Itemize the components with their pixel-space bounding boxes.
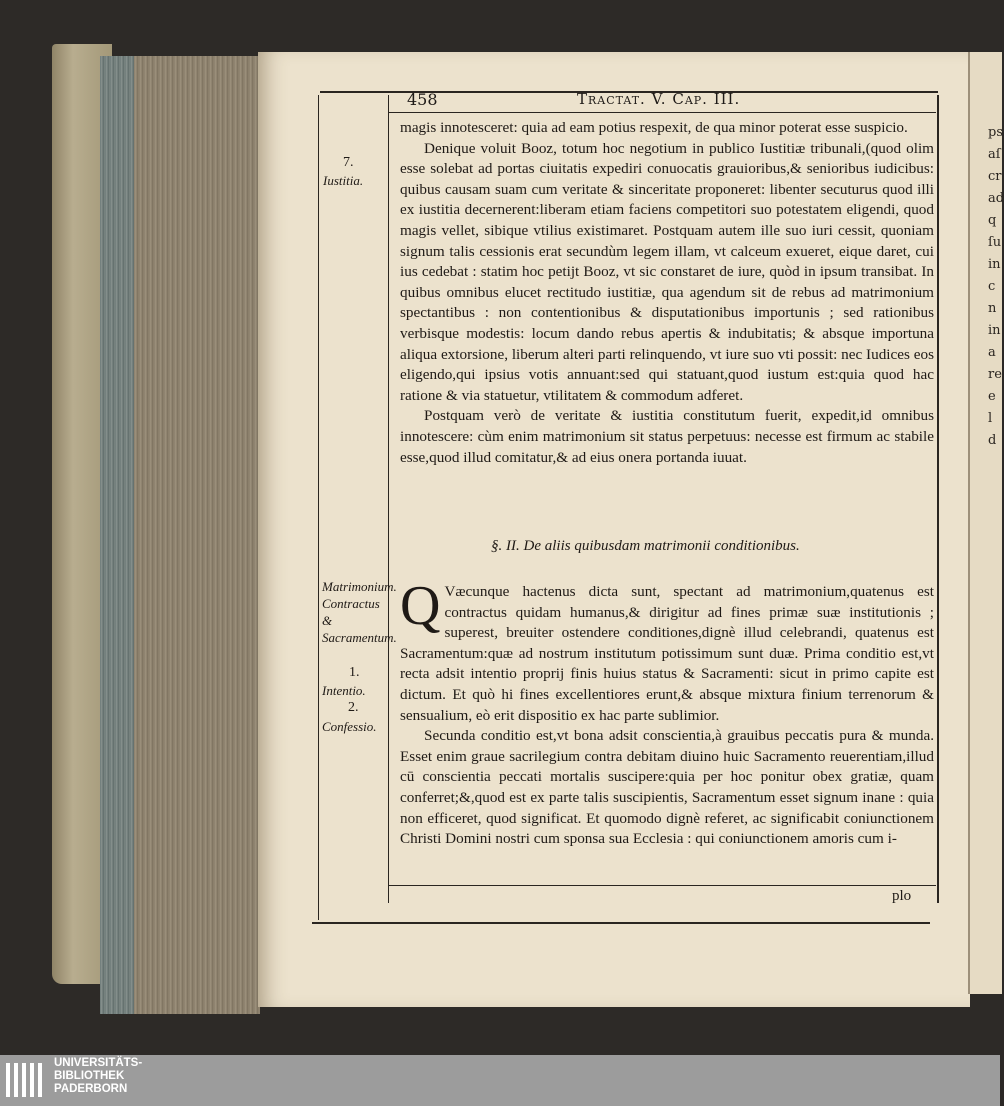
paragraph-text: Væcunque hactenus dicta sunt, spectant ad matrimonium,quatenus est contractus quidam humanus,& dirigitur ad fines primæ suæ institutionis ; superest, breuiter ostendere conditiones,dignè illud celebrandi, quatenus est Sacramentum:quæ ad nostrum institutum potissimum sunt duæ. Prima conditio est,vt recta adsit intentio proprij finis huius status & Sacramenti: sicut in primo capite est dictum. Et quò hi fines excellentiores erunt,& absque mixtura finium terrenorum & sensualium, eò erit dispositio ex hac parte sublimior. xyxy=(400,583,934,724)
page-block-edge xyxy=(100,56,260,1014)
section-heading: §. II. De aliis quibusdam matrimonii conditionibus. xyxy=(491,538,800,554)
facing-page-fragment: aſ xyxy=(988,147,1001,162)
library-name-line: UNIVERSITÄTS- xyxy=(54,1057,143,1069)
paragraph-dropcap xyxy=(400,575,934,726)
margin-note-matrimonium: Matrimonium. Contractus & Sacramentum. xyxy=(322,579,397,645)
facing-page-fragment: q xyxy=(988,213,997,228)
library-name-line: BIBLIOTHEK xyxy=(54,1070,125,1082)
facing-page-fragment: d xyxy=(988,433,997,448)
library-name-line: PADERBORN xyxy=(54,1083,128,1095)
facing-page-fragment: in xyxy=(988,257,1001,272)
facing-page-fragment: a xyxy=(988,345,996,360)
facing-page-fragment: e xyxy=(988,389,996,404)
margin-number: 2. xyxy=(348,700,359,715)
facing-page-fragment: ps xyxy=(988,125,1003,140)
running-title: Tractat. V. Cap. III. xyxy=(577,90,741,108)
facing-page-fragment: ſu xyxy=(988,235,1002,250)
frame-rule-left xyxy=(318,95,319,920)
paragraph: Denique voluit Booz, totum hoc negotium in publico Iustitiæ tribunali,(quod olim esse solebat ad portas ciuitatis expediri conuocatis grauioribus,& senioribus iudicibus: quibus causam suam cum veritate & sinceritate proponeret: libenter secuturus quod illi ex iustitia decernerent:liberam etiam faciens competitori suo potestatem eligendi, quod magis vellet, sibique vtilius existimaret. Postquam autem ille suo iuri cessit, quoniam signum talis cessionis erat secundùm legem illam, vt calceum exueret, eique daret, cui ius cedebat : statim hoc petijt Booz, vt sic constaret de iure, quòd in ipsum transibat. In quibus omnibus elucet rectitudo iustitiæ, qua agendum sit de rebus ad matrimonium spectantibus : non contentionibus & disputationibus importunis ; sed rationibus verbisque modestis: locum dando rebus apertis & indubitatis; & absque importuna aliqua extorsione, liberum alteri parti relinquendo, vt iure suo vti possit: nec Iudices eos eligendo,qui ipsius votis annuant:sed qui statuant,quod iustum est:quia quod hac ratione & via statuetur, vtilitatem & commodum adferet. xyxy=(400,139,934,404)
library-name xyxy=(54,1057,142,1096)
text-block-upper xyxy=(400,118,934,468)
facing-page-fragment: re xyxy=(988,367,1002,382)
facing-page-fragment: n xyxy=(988,301,997,316)
facing-page-edge xyxy=(968,52,1002,994)
page-number: 458 xyxy=(407,90,438,109)
facing-page-fragment: c xyxy=(988,279,996,294)
frame-rule-bottom xyxy=(312,922,930,924)
facing-page-fragment: l xyxy=(988,411,993,426)
margin-note-confessio: Confessio. xyxy=(322,719,377,734)
paragraph: Postquam verò de veritate & iustitia constitutum fuerit, expedit,id omnibus innotescere: cùm enim matrimonium sit status perpetuus: necesse est firmum ac stabile esse,quod illud comitatur,& ad eius onera portanda iuuat. xyxy=(400,407,934,466)
facing-page-fragment: ad xyxy=(988,191,1004,206)
margin-note-iustitia: Iustitia. xyxy=(323,173,364,188)
drop-capital: Q xyxy=(400,575,441,637)
frame-rule-right xyxy=(937,95,939,903)
catchword: plo xyxy=(892,888,912,904)
paragraph: magis innotesceret: quia ad eam potius respexit, de qua minor poterat esse suspicio. xyxy=(400,119,908,136)
facing-page-fragment: cr xyxy=(988,169,1002,184)
library-footer xyxy=(0,1055,1000,1106)
frame-rule-inner xyxy=(388,95,389,903)
paragraph: Secunda conditio est,vt bona adsit conscientia,à grauibus peccatis pura & munda. Esset enim graue sacrilegium contra debitam diuino huic Sacramento reuerentiam,illud cū conscientia peccati mortalis suscipere:quia per hoc ponitur obex gratiæ, quam conferret;&,quod est ex parte talis suscipientis, Sacramentum esset signum inane : quia non efficeret, quod significat. Et quomodo dignè referet, ac significabit coniunctionem Christi Domini nostri cum sponsa sua Ecclesia : qui coniunctionem amoris cum i- xyxy=(400,727,934,848)
frame-rule-header xyxy=(388,112,936,113)
facing-page-fragment: in xyxy=(988,323,1001,338)
library-logo-icon xyxy=(6,1059,50,1101)
margin-number: 1. xyxy=(349,665,360,680)
frame-rule-lower xyxy=(388,885,936,886)
margin-note-intentio: Intentio. xyxy=(322,683,366,698)
margin-number: 7. xyxy=(343,155,354,170)
text-block-lower xyxy=(400,575,934,850)
